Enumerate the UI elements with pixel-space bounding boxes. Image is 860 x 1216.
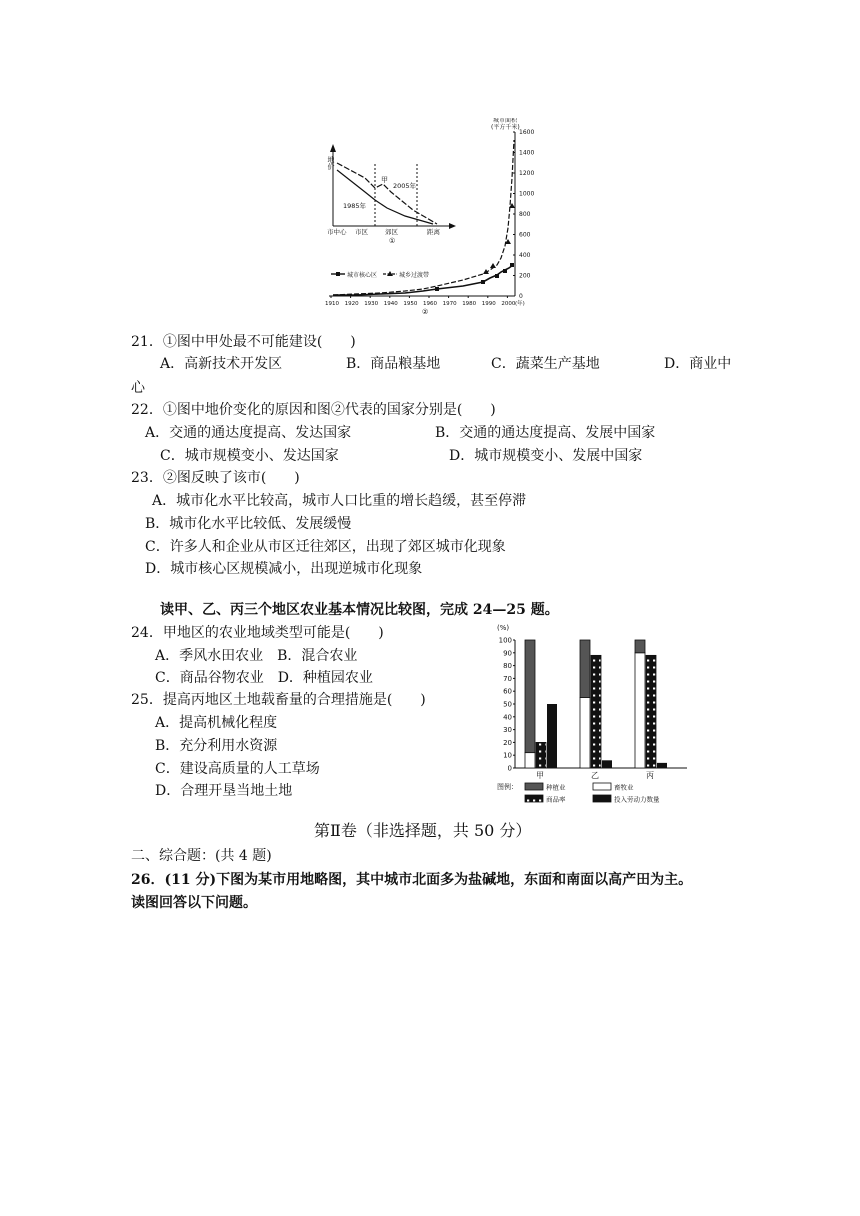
bar-ytick: 50 xyxy=(503,700,512,709)
bar-ytick: 0 xyxy=(507,764,512,773)
sub2-xtick: 1930 xyxy=(364,301,379,307)
sub2-xtick: 1950 xyxy=(403,301,418,307)
q21-stem: 21．①图中甲处最不可能建设( ) xyxy=(131,334,356,350)
bar-livestock xyxy=(635,653,645,768)
urban-area-chart xyxy=(325,118,534,316)
bar-ytick: 70 xyxy=(503,674,512,683)
sub2-ytick: 800 xyxy=(519,211,531,218)
legend-title: 图例： xyxy=(497,783,518,791)
sub2-ytick: 0 xyxy=(519,293,523,300)
label-2005: 2005年 xyxy=(393,182,417,190)
bar-commodity-rate xyxy=(591,655,601,768)
bar-ytick: 30 xyxy=(503,726,512,735)
sub1-tick-distance: 距离 xyxy=(427,228,440,236)
sub2-ytick: 400 xyxy=(519,252,531,259)
bar-category-label: 乙 xyxy=(591,771,599,780)
q21-option-d: D．商业中 xyxy=(664,356,732,372)
urban-figure xyxy=(325,118,537,318)
sub2-caption: ② xyxy=(422,308,429,316)
sub2-xtick: 2000 xyxy=(501,301,516,307)
q25-option-d: D．合理开垦当地土地 xyxy=(155,783,293,799)
sub1-caption: ① xyxy=(389,237,396,245)
q25-stem: 25．提高丙地区土地载畜量的合理措施是( ) xyxy=(131,692,426,708)
bar-category-label: 丙 xyxy=(646,771,654,780)
sub2-ytick: 200 xyxy=(519,272,531,280)
chart-unit: (%) xyxy=(497,624,510,632)
sub2-xtick: 1920 xyxy=(344,301,359,307)
legend-label: 畜牧业 xyxy=(614,783,634,792)
q21-option-c: C．蔬菜生产基地 xyxy=(491,356,600,372)
section2-heading: 二、综合题：(共 4 题) xyxy=(131,848,272,864)
legend-label: 投入劳动力数量 xyxy=(614,795,660,804)
curve-2005 xyxy=(337,163,437,224)
bar-crop xyxy=(580,640,590,698)
sub2-ytick: 600 xyxy=(519,231,531,239)
q22-option-d: D．城市规模变小、发展中国家 xyxy=(449,448,643,464)
q24-options-ab: A．季风水田农业 B．混合农业 xyxy=(155,648,358,664)
q25-option-b: B．充分利用水资源 xyxy=(155,738,278,754)
q23-option-a: A．城市化水平比较高，城市人口比重的增长趋缓，甚至停滞 xyxy=(152,493,527,509)
sub2-ytick: 1200 xyxy=(519,170,535,177)
q23-option-b: B．城市化水平比较低、发展缓慢 xyxy=(145,516,352,532)
bar-ytick: 80 xyxy=(503,662,512,671)
sub2-ylabel2: (平方千米) xyxy=(491,124,520,131)
bar-crop xyxy=(635,640,645,653)
q23-option-c: C．许多人和企业从市区迁往郊区，出现了郊区城市化现象 xyxy=(145,539,506,555)
q21-option-a: A．高新技术开发区 xyxy=(160,356,283,372)
sub2-xtick: 1910 xyxy=(325,301,339,307)
intro-24-25: 读甲、乙、丙三个地区农业基本情况比较图，完成 24—25 题。 xyxy=(160,602,559,618)
q23-stem: 23．②图反映了该市( ) xyxy=(131,470,300,486)
agriculture-bar-chart xyxy=(495,622,695,807)
bar-labor xyxy=(602,760,612,768)
legend-swatch xyxy=(525,783,543,790)
sub2-xtick: 1980 xyxy=(462,301,477,307)
bar-ytick: 60 xyxy=(503,687,512,696)
bar-ytick: 90 xyxy=(503,649,512,658)
q22-option-b: B．交通的通达度提高、发展中国家 xyxy=(435,425,656,441)
sub1-tick-urban: 市区 xyxy=(355,228,368,236)
bar-livestock xyxy=(580,698,590,768)
q21-option-b: B．商品粮基地 xyxy=(346,356,441,372)
land-price-diagram xyxy=(327,144,456,245)
sub2-ylabel1: 城市面积 xyxy=(493,118,518,124)
q24-options-cd: C．商品谷物农业 D．种植园农业 xyxy=(155,670,373,686)
q25-option-c: C．建设高质量的人工草场 xyxy=(155,761,320,777)
sub1-ylabel: 地价 xyxy=(327,156,335,170)
q21-wrap: 心 xyxy=(131,380,145,396)
section-title: 第Ⅱ卷（非选择题，共 50 分） xyxy=(314,821,532,840)
bar-commodity-rate xyxy=(536,742,546,768)
sub2-xtick: 1940 xyxy=(383,301,398,307)
bar-ytick: 10 xyxy=(503,751,512,760)
bar-crop xyxy=(525,640,535,753)
legend-swatch xyxy=(525,795,543,802)
legend-label: 商品率 xyxy=(546,795,566,804)
sub2-xtick: 1970 xyxy=(442,301,457,307)
bar-ytick: 40 xyxy=(503,713,512,722)
label-jia: 甲 xyxy=(381,176,388,184)
bar-labor xyxy=(547,704,557,768)
q22-option-c: C．城市规模变小、发达国家 xyxy=(160,448,339,464)
sub2-ytick: 1400 xyxy=(519,149,535,157)
bar-category-label: 甲 xyxy=(536,771,544,780)
legend-core: 城市核心区 xyxy=(347,272,378,279)
bar-commodity-rate xyxy=(646,655,656,768)
sub2-ytick: 1600 xyxy=(519,129,535,136)
sub1-tick-suburb: 郊区 xyxy=(385,228,398,236)
sub2-xtick: 1990 xyxy=(481,301,496,307)
bar-labor xyxy=(657,763,667,768)
q26-line2: 读图回答以下问题。 xyxy=(131,895,257,911)
q26-line1: 26．(11 分)下图为某市用地略图，其中城市北面多为盐碱地，东面和南面以高产田为主。 xyxy=(131,872,693,888)
q23-option-d: D．城市核心区规模减小，出现逆城市化现象 xyxy=(145,561,423,577)
bar-livestock xyxy=(525,753,535,768)
legend-swatch xyxy=(593,795,611,802)
q24-stem: 24．甲地区的农业地域类型可能是( ) xyxy=(131,625,384,641)
sub1-tick-center: 市中心 xyxy=(327,228,347,236)
sub2-ytick: 1000 xyxy=(519,190,535,198)
legend-transition: 城乡过渡带 xyxy=(399,272,430,279)
label-1985: 1985年 xyxy=(343,202,367,210)
sub2-xunit: (年) xyxy=(515,301,525,307)
legend-label: 种植业 xyxy=(546,783,566,792)
sub2-xtick: 1960 xyxy=(423,301,437,307)
legend-swatch xyxy=(593,783,611,790)
q22-option-a: A．交通的通达度提高、发达国家 xyxy=(145,425,352,441)
q25-option-a: A．提高机械化程度 xyxy=(155,715,278,731)
q22-stem: 22．①图中地价变化的原因和图②代表的国家分别是( ) xyxy=(131,402,496,418)
bar-ytick: 100 xyxy=(498,636,512,645)
bar-ytick: 20 xyxy=(503,738,512,747)
